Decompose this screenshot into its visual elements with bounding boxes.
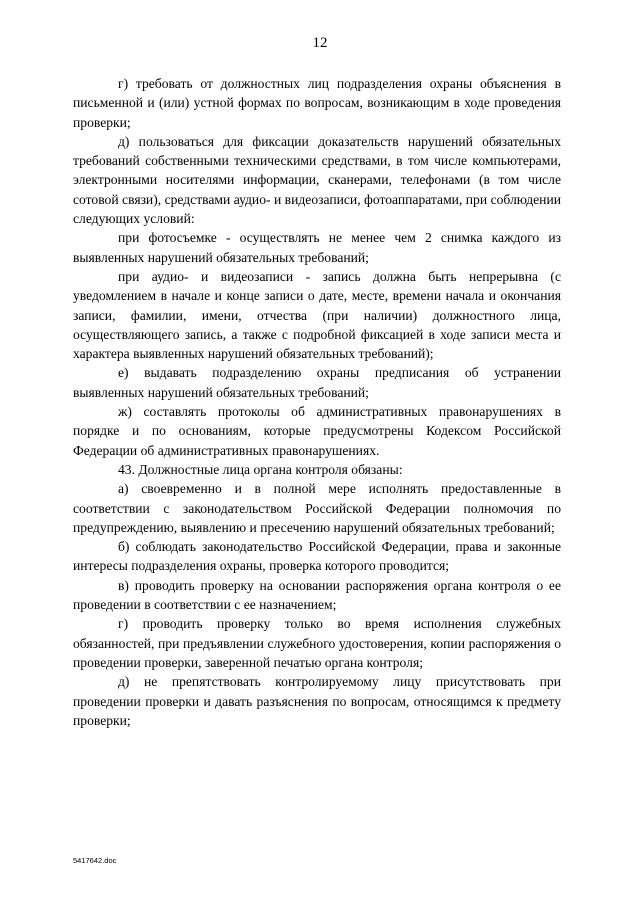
paragraph-43-heading: 43. Должностные лица органа контроля обязаны:: [118, 461, 403, 477]
paragraph-photo-condition: при фотосъемке - осуществлять не менее чем 2 снимка каждого из выявленных нарушений обязательных требований;: [73, 230, 561, 265]
paragraph-g-request-explanations: г) требовать от должностных лиц подразделения охраны объяснения в письменной и (или) устной формах по вопросам, возникающим в ходе проведения проверки;: [73, 76, 561, 130]
paragraph-d-allow-presence: д) не препятствовать контролируемому лицу присутствовать при проведении проверки и давать разъяснения по вопросам, относящимся к предмету проверки;: [73, 674, 561, 728]
file-name-footer: 5417642.doc: [73, 856, 117, 865]
paragraph-g-inspection-time: г) проводить проверку только во время исполнения служебных обязанностей, при предъявлении служебного удостоверения, копии распоряжения о проведении проверки, заверенной печатью органа контроля;: [73, 616, 561, 670]
paragraph-v-inspection-basis: в) проводить проверку на основании распоряжения органа контроля о ее проведении в соответствии с ее назначением;: [73, 577, 561, 613]
paragraph-a-exercise-powers: а) своевременно и в полной мере исполнять предоставленные в соответствии с законодательством Российской Федерации полномочия по предупреждению, выявлению и пресечению нарушений обязательных требований;: [73, 481, 561, 535]
page-number: 12: [312, 35, 328, 51]
paragraph-e-issue-orders: е) выдавать подразделению охраны предписания об устранении выявленных нарушений обязательных требований;: [73, 365, 561, 400]
paragraph-b-observe-law: б) соблюдать законодательство Российской Федерации, права и законные интересы подразделения охраны, проверка которого проводится;: [73, 539, 561, 574]
paragraph-audio-video-condition: при аудио- и видеозаписи - запись должна быть непрерывна (с уведомлением в начале и конце записи о дате, месте, времени начала и окончания записи, фамилии, имени, отчества (при наличии) должностного лица, осуществляющего запись, а также с подробной фиксацией в ходе записи места и характера выявленных нарушений обязательных требований);: [73, 268, 561, 362]
body-text: [73, 74, 561, 730]
paragraph-zh-draw-protocols: ж) составлять протоколы об административных правонарушениях в порядке и по основаниям, которые предусмотрены Кодексом Российской Федерации об административных правонарушениях.: [73, 404, 561, 458]
paragraph-d-use-technical-means: д) пользоваться для фиксации доказательств нарушений обязательных требований собственными техническими средствами, в том числе компьютерами, электронными носителями информации, сканерами, телефонами (в том числе сотовой связи), средствами аудио- и видеозаписи, фотоаппаратами, при соблюдении следующих условий:: [73, 133, 561, 227]
